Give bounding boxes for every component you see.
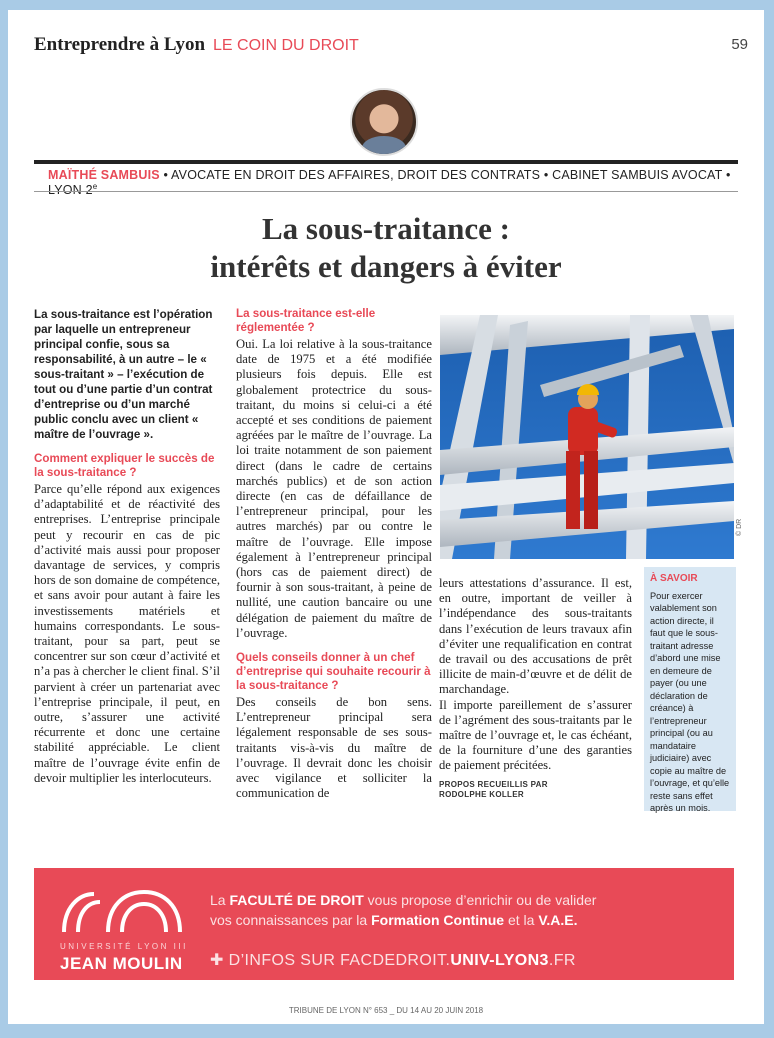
question-1: Comment expliquer le succès de la sous-traitance ? [34,452,215,479]
answer-2: Oui. La loi relative à la sous-traitance date de 1975 et a été modifiée plusieurs fois depuis. Elle est globalement protectrice du sous-traitant, du moins si celui-ci a été accepté et ses conditions de paiement agréées par le maître de l’ouvrage. La loi traite notamment de son paiement direct (dans le cadre de certains marchés publics) et de son action directe (en cas de défaillance de l’entrepreneur principal, pour les autres marchés) par ou contre le maître de l’ouvrage. Elle impose également à l’entrepreneur principal (hors cas de paiement direct) de fournir à son sous-traitant, à peine de nullité, une caution bancaire ou une délégation de paiement du maître de l’ouvrage. [236,337,432,640]
byline-bottom-rule [34,191,738,192]
column-1 [34,307,220,786]
article-lead: La sous-traitance est l’opération par laquelle un entrepreneur principal confie, sous sa responsabilité, à un autre – le « sous-traitant » – l’exécution de tout ou d’une partie d’un contrat d’entreprise ou d’un marché public conclu avec un client « maître de l’ouvrage ». [34,308,213,441]
page-number: 59 [731,36,748,53]
interview-credit [439,780,632,800]
ad-website-link[interactable]: ✚ D’INFOS SUR FACDEDROIT.UNIV-LYON3.FR [210,952,576,969]
jean-moulin-logo-icon [60,888,190,934]
answer-3-final: Il importe pareillement de s’assurer de l’agrément des sous-traitants par le maître de l’ouvrage et, le cas échéant, de la fourniture d’une des garanties de paiement précitées. [439,697,632,773]
question-2: La sous-traitance est-elle réglementée ? [236,307,376,334]
university-name: JEAN MOULIN [60,954,183,973]
portrait-shirt [362,136,406,156]
author-portrait [350,88,418,156]
question-3: Quels conseils donner à un chef d’entreprise qui souhaite recourir à la sous-traitance ? [236,651,431,693]
column-2 [236,307,432,801]
title-line-2: intérêts et dangers à éviter [210,249,562,284]
author-byline [48,168,738,191]
magazine-page [8,10,764,1024]
credit-line-2: RODOLPHE KOLLER [439,789,524,799]
a-savoir-box [644,567,736,811]
answer-3: Des conseils de bon sens. L’entrepreneur principal sera légalement responsable de ses sous-traitants vis-à-vis du maître de l’ouvrage. Il devrait donc les choisir avec vigilance et solliciter la communication de [236,695,432,801]
ad-line-1: La FACULTÉ DE DROIT vous propose d’enrichir ou de valider [210,892,597,908]
university-label: UNIVERSITÉ LYON III [60,942,188,951]
a-savoir-label: À SAVOIR [650,573,698,584]
author-name: MAÏTHÉ SAMBUIS [48,168,160,182]
photo-credit: © DR [736,518,743,536]
article-title [88,210,684,286]
answer-1: Parce qu’elle répond aux exigences d’adaptabilité et de réactivité des entreprises. L’entreprise principale peut y recourir en cas de pic d’activité mais aussi pour proposer davantage de services, y compris hors de son domaine de compétence, et sans avoir pour autant à faire les investissements matériels et humains correspondants. Le sous-traitant, pour sa part, peut se concentrer sur son cœur d’activité et n’a pas à chercher le client final. S’il parvient à créer un partenariat avec l’entreprise principale, il peut, en outre, s’assurer une activité récurrente et donc une certaine stabilité appréciable. Le client maître de l’ouvrage évite enfin de devoir multiplier les interlocuteurs. [34,482,220,785]
author-details: • AVOCATE EN DROIT DES AFFAIRES, DROIT DES CONTRATS • CABINET SAMBUIS AVOCAT • [163,168,731,182]
ad-line-2: vos connaissances par la Formation Continue et la V.A.E. [210,912,578,928]
page-header [34,34,752,60]
faculty-advertisement[interactable] [34,868,734,980]
a-savoir-text: Pour exercer valablement son action directe, il faut que le sous-traitant adresse d’abord une mise en demeure de payer (ou une déclaration de créance) à l’entrepreneur principal (ou au mandataire judiciaire) avec copie au maître de l’ouvrage, et qu’elle reste sans effet après un mois. [650,590,730,813]
photo-illustration [440,315,734,559]
author-details-sup: e [92,182,98,191]
section-label: LE COIN DU DROIT [213,37,359,54]
title-line-1: La sous-traitance : [262,211,510,246]
magazine-section-brand: Entreprendre à Lyon [34,34,206,55]
page-footer: TRIBUNE DE LYON N° 653 _ DU 14 AU 20 JUIN 2018 [288,1006,484,1015]
credit-line-1: PROPOS RECUEILLIS PAR [439,779,548,789]
column-3 [439,576,632,800]
construction-worker-photo [440,315,734,559]
answer-3-continued: leurs attestations d’assurance. Il est, en outre, important de veiller à l’indépendance des sous-traitants dans l’exécution de leurs travaux afin d’éviter une requalification en contrat de travail ou des accusations de prêt illicite de main-d’œuvre et de délit de marchandage. [439,576,632,697]
byline-top-rule [34,160,738,164]
